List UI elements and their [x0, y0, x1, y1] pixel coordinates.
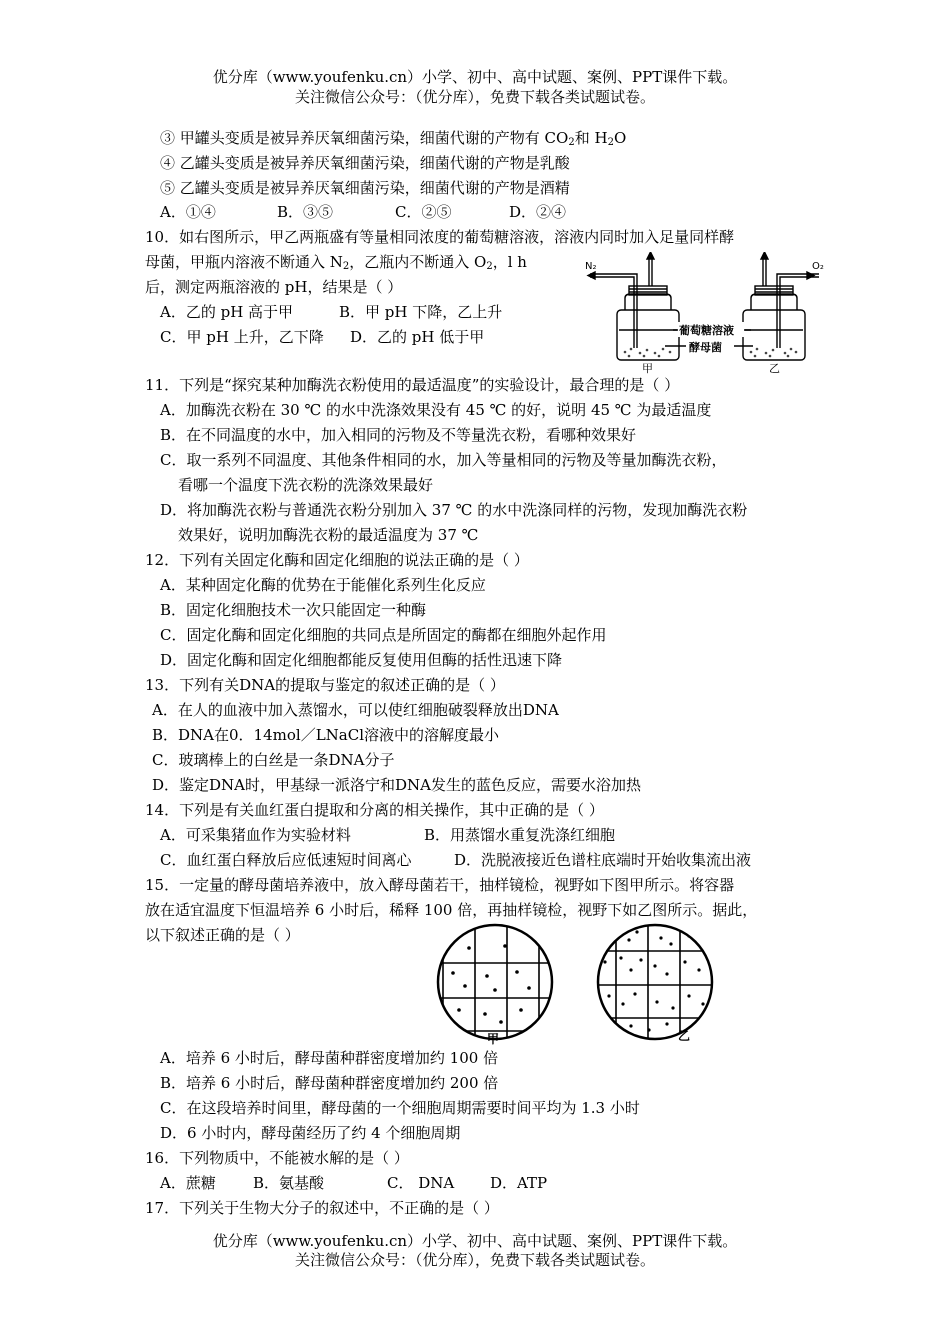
q10-option-b: B．甲 pH 下降，乙上升 — [339, 303, 503, 321]
microscope-views-figure — [435, 918, 755, 1048]
q13-option-d: D．鉴定DNA时，甲基绿一派洛宁和DNA发生的蓝色反应，需要水浴加热 — [152, 776, 641, 794]
q12-stem: 12．下列有关固定化酶和固定化细胞的说法正确的是（ ） — [145, 551, 529, 569]
header-line-1: 优分库（www.youfenku.cn）小学、初中、高中试题、案例、PPT课件下载。 — [212, 68, 738, 86]
q15-option-c: C．在这段培养时间里，酵母菌的一个细胞周期需要时间平均为 1.3 小时 — [160, 1099, 640, 1117]
q9-option-c: C．②⑤ — [395, 203, 452, 221]
q9-option-a: A．①④ — [160, 203, 216, 221]
q11-option-c-line-1: C．取一系列不同温度、其他条件相同的水，加入等量相同的污物及等量加酶洗衣粉， — [160, 451, 727, 469]
q12-option-b: B．固定化细胞技术一次只能固定一种酶 — [160, 601, 427, 619]
q10-option-d: D．乙的 pH 低于甲 — [350, 328, 485, 346]
q15-stem-line-1: 15．一定量的酵母菌培养液中，放入酵母菌若干，抽样镜检，视野如下图甲所示。将容器 — [145, 876, 735, 894]
footer-line-1: 优分库（www.youfenku.cn）小学、初中、高中试题、案例、PPT课件下载。 — [212, 1232, 738, 1250]
q10-options-cd — [160, 327, 484, 347]
q16-option-a: A．蔗糖 — [160, 1174, 216, 1192]
q11-option-b: B．在不同温度的水中，加入相同的污物及不等量洗衣粉，看哪种效果好 — [160, 426, 637, 444]
fermentation-flasks-figure — [585, 252, 835, 374]
q16-stem: 16．下列物质中，不能被水解的是（ ） — [145, 1149, 409, 1167]
q10-option-c: C．甲 pH 上升，乙下降 — [160, 328, 324, 346]
q11-option-a: A．加酶洗衣粉在 30 ℃ 的水中洗涤效果没有 45 ℃ 的好，说明 45 ℃ 为最适温度 — [160, 401, 712, 419]
q16-options — [160, 1173, 547, 1193]
q12-option-c: C．固定化酶和固定化细胞的共同点是所固定的酶都在细胞外起作用 — [160, 626, 607, 644]
q14-options-ab — [160, 825, 615, 845]
footer-line-2: 关注微信公众号：（优分库），免费下载各类试题试卷。 — [294, 1251, 655, 1269]
q16-option-b: B．氨基酸 — [253, 1174, 325, 1192]
q15-stem-line-3: 以下叙述正确的是（ ） — [145, 926, 300, 944]
q10-stem-line-1: 10．如右图所示，甲乙两瓶盛有等量相同浓度的葡萄糖溶液，溶液内同时加入足量同样酵 — [145, 228, 735, 246]
q13-stem: 13．下列有关DNA的提取与鉴定的叙述正确的是（ ） — [145, 676, 505, 694]
q14-option-d: D．洗脱液接近色谱柱底端时开始收集流出液 — [454, 851, 752, 869]
q9-options — [160, 202, 566, 222]
q15-option-d: D．6 小时内，酵母菌经历了约 4 个细胞周期 — [160, 1124, 461, 1142]
q12-option-a: A．某种固定化酶的优势在于能催化系列生化反应 — [160, 576, 486, 594]
q9-statement-3: ③ 甲罐头变质是被异养厌氧细菌污染，细菌代谢的产物有 $CO_2$和 $H_2O$ — [160, 129, 627, 148]
n2-label: N₂ — [585, 261, 597, 272]
q14-option-c: C．血红蛋白释放后应低速短时间离心 — [160, 851, 412, 869]
q10-options-ab — [160, 302, 502, 322]
q9-option-d: D．②④ — [509, 203, 567, 221]
q11-option-d-line-2: 效果好，说明加酶洗衣粉的最适温度为 37 ℃ — [178, 526, 479, 544]
q13-option-a: A．在人的血液中加入蒸馏水，可以使红细胞破裂释放出DNA — [152, 701, 559, 719]
q11-option-d-line-1: D．将加酶洗衣粉与普通洗衣粉分别加入 37 ℃ 的水中洗涤同样的污物，发现加酶洗衣粉 — [160, 501, 748, 519]
q15-option-b: B．培养 6 小时后，酵母菌种群密度增加约 200 倍 — [160, 1074, 499, 1092]
flask-yi-label: 乙 — [769, 362, 780, 374]
glucose-solution-label: 葡萄糖溶液 — [679, 324, 734, 337]
q15-option-a: A．培养 6 小时后，酵母菌种群密度增加约 100 倍 — [160, 1049, 499, 1067]
q10-stem-line-2: 母菌，甲瓶内溶液不断通入 $N_2$，乙瓶内不断通入 $O_2$，l h — [145, 253, 527, 272]
q14-option-b: B．用蒸馏水重复洗涤红细胞 — [424, 826, 616, 844]
q10-option-a: A．乙的 pH 高于甲 — [160, 303, 294, 321]
flask-jia-label: 甲 — [642, 362, 653, 374]
q15-stem-line-2: 放在适宜温度下恒温培养 6 小时后，稀释 100 倍，再抽样镜检，视野下如乙图所示。据此， — [145, 901, 758, 919]
q16-option-d: D．ATP — [490, 1174, 548, 1192]
q9-statement-5: ⑤ 乙罐头变质是被异养厌氧细菌污染，细菌代谢的产物是酒精 — [160, 179, 570, 197]
q14-options-cd — [160, 850, 751, 870]
q13-option-c: C．玻璃棒上的白丝是一条DNA分子 — [152, 751, 395, 769]
q11-option-c-line-2: 看哪一个温度下洗衣粉的洗涤效果最好 — [178, 476, 434, 494]
q16-option-c: C． DNA — [387, 1174, 455, 1192]
header-line-2: 关注微信公众号：（优分库），免费下载各类试题试卷。 — [294, 88, 655, 106]
view-yi-label: 乙 — [678, 1029, 691, 1043]
q14-option-a: A．可采集猪血作为实验材料 — [160, 826, 351, 844]
yeast-label: 酵母菌 — [689, 341, 722, 354]
view-jia-label: 甲 — [487, 1032, 500, 1046]
q17-stem: 17．下列关于生物大分子的叙述中，不正确的是（ ） — [145, 1199, 499, 1217]
q11-stem: 11．下列是“探究某种加酶洗衣粉使用的最适温度”的实验设计，最合理的是（ ） — [145, 376, 680, 394]
q9-statement-4: ④ 乙罐头变质是被异养厌氧细菌污染，细菌代谢的产物是乳酸 — [160, 154, 570, 172]
q13-option-b: B．DNA在0．14mol／LNaCl溶液中的溶解度最小 — [152, 726, 499, 744]
q14-stem: 14．下列是有关血红蛋白提取和分离的相关操作，其中正确的是（ ） — [145, 801, 604, 819]
o2-label: O₂ — [812, 261, 824, 272]
q12-option-d: D．固定化酶和固定化细胞都能反复使用但酶的括性迅速下降 — [160, 651, 563, 669]
q10-stem-line-3: 后，测定两瓶溶液的 pH，结果是（ ） — [145, 278, 403, 296]
q9-option-b: B．③⑤ — [277, 203, 334, 221]
